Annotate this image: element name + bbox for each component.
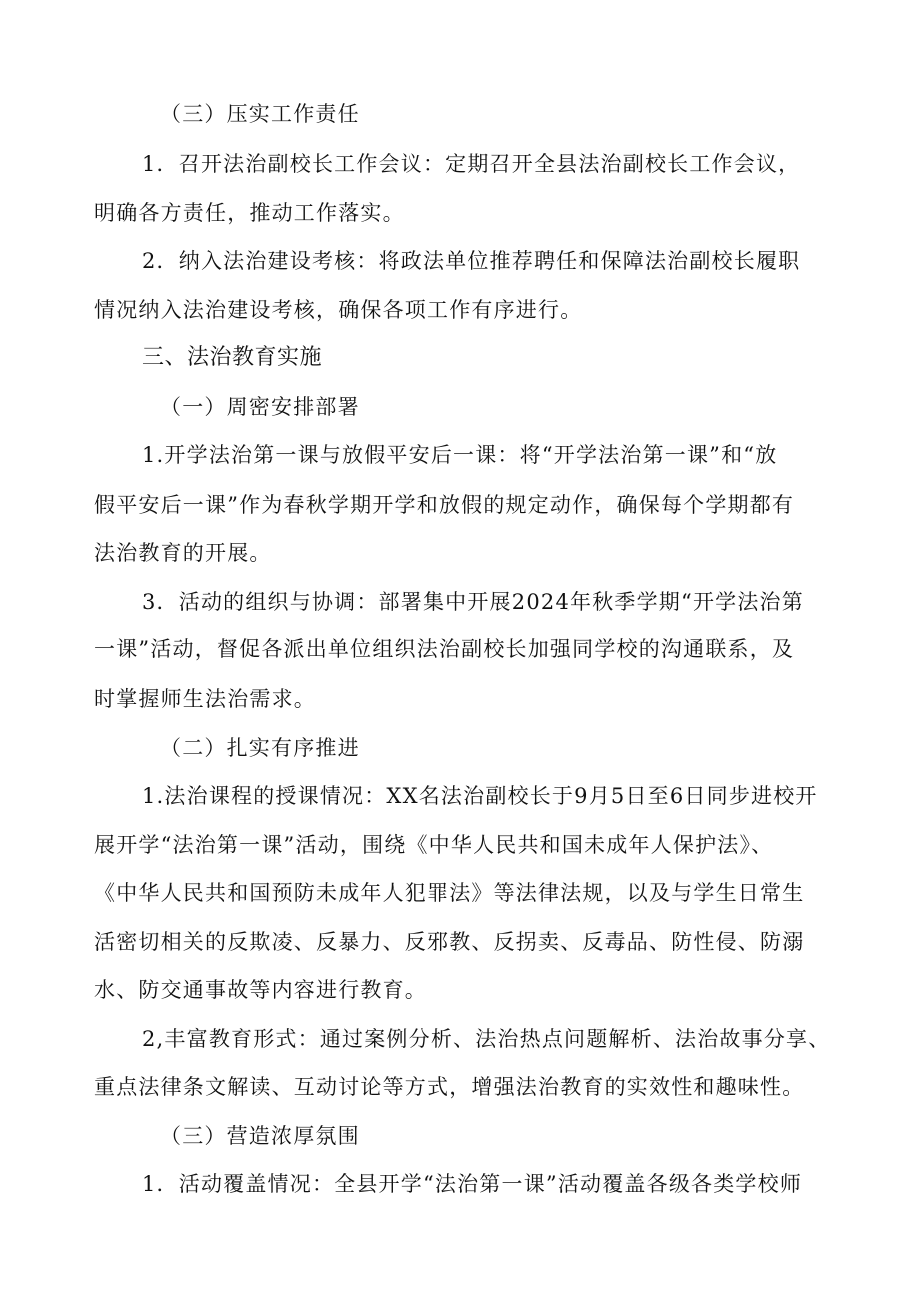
paragraph-line: 法治教育的开展。	[94, 541, 272, 565]
chapter-heading: 三、法治教育实施	[142, 345, 323, 370]
paragraph-line: 明确各方责任，推动工作落实。	[94, 201, 405, 225]
section-heading-3: （三）压实工作责任	[160, 102, 360, 126]
paragraph-line: 1.法治课程的授课情况：XX名法治副校长于9月5日至6日同步进校开	[142, 784, 818, 808]
paragraph-line: 一课”活动，督促各派出单位组织法治副校长加强同学校的沟通联系，及	[94, 637, 795, 661]
paragraph-line: 活密切相关的反欺凌、反暴力、反邪教、反拐卖、反毒品、防性侵、防溺	[94, 930, 805, 954]
paragraph-line: 展开学“法治第一课”活动，围绕《中华人民共和国未成年人保护法》、	[94, 833, 774, 857]
paragraph-line: 1.开学法治第一课与放假平安后一课：将“开学法治第一课”和“放	[142, 443, 778, 467]
paragraph-line: 时掌握师生法治需求。	[94, 687, 316, 711]
paragraph-line: 水、防交通事故等内容进行教育。	[94, 978, 427, 1002]
paragraph-line: 2,丰富教育形式：通过案例分析、法治热点问题解析、法治故事分享、	[142, 1027, 831, 1051]
paragraph-line: 重点法律条文解读、互动讨论等方式，增强法治教育的实效性和趣味性。	[94, 1075, 805, 1099]
section-heading-1: （一）周密安排部署	[160, 395, 360, 419]
section-heading-3b: （三）营造浓厚氛围	[160, 1124, 360, 1148]
paragraph-line: 1．召开法治副校长工作会议：定期召开全县法治副校长工作会议，	[142, 152, 801, 176]
paragraph-line: 《中华人民共和国预防未成年人犯罪法》等法律法规，以及与学生日常生	[94, 881, 805, 905]
paragraph-line: 情况纳入法治建设考核，确保各项工作有序进行。	[94, 298, 583, 322]
paragraph-line: 2．纳入法治建设考核：将政法单位推荐聘任和保障法治副校长履职	[142, 249, 801, 273]
paragraph-line: 1．活动覆盖情况：全县开学“法治第一课”活动覆盖各级各类学校师	[142, 1172, 803, 1196]
paragraph-line: 3．活动的组织与协调：部署集中开展2024年秋季学期“开学法治第	[142, 590, 804, 614]
section-heading-2: （二）扎实有序推进	[160, 736, 360, 760]
paragraph-line: 假平安后一课”作为春秋学期开学和放假的规定动作，确保每个学期都有	[94, 493, 795, 517]
